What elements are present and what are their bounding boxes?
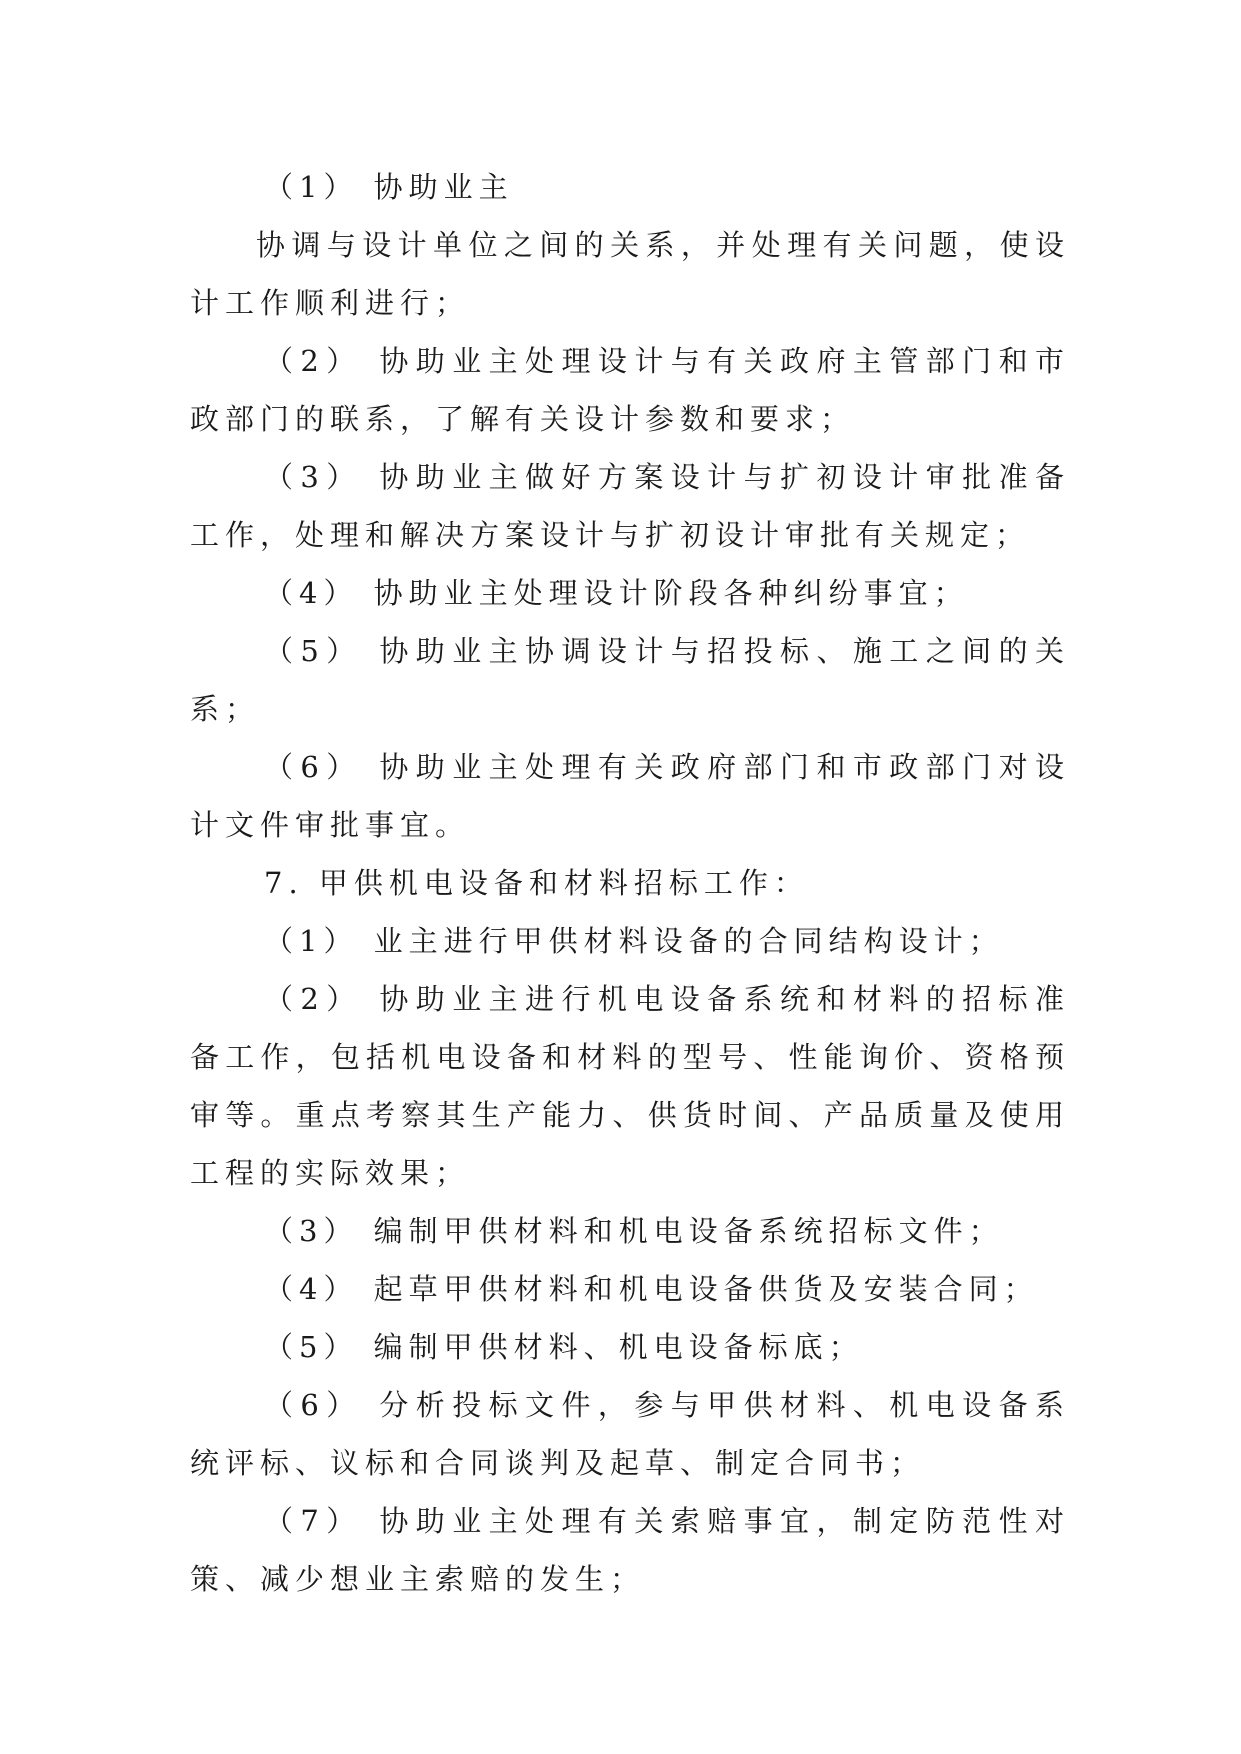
paragraph-4: （3） 协助业主做好方案设计与扩初设计审批准备工作，处理和解决方案设计与扩初设计审批有关规定； [190, 460, 1070, 552]
paragraph-11: （3） 编制甲供材料和机电设备系统招标文件； [264, 1214, 1004, 1248]
paragraph-7: （6） 协助业主处理有关政府部门和市政部门对设计文件审批事宜。 [190, 750, 1070, 842]
paragraph-10: （2） 协助业主进行机电设备系统和材料的招标准备工作，包括机电设备和材料的型号、性能询价、资格预审等。重点考察其生产能力、供货时间、产品质量及使用工程的实际效果； [190, 982, 1070, 1190]
paragraph-5: （4） 协助业主处理设计阶段各种纠纷事宜； [264, 576, 969, 610]
paragraph-2: 协调与设计单位之间的关系，并处理有关问题，使设计工作顺利进行； [190, 228, 1070, 320]
paragraph-1: （1） 协助业主 [264, 170, 514, 204]
section-heading: 7. 甲供机电设备和材料招标工作： [264, 866, 809, 900]
paragraph-14: （6） 分析投标文件，参与甲供材料、机电设备系统评标、议标和合同谈判及起草、制定合同书； [190, 1388, 1070, 1480]
paragraph-15: （7） 协助业主处理有关索赔事宜，制定防范性对策、减少想业主索赔的发生； [190, 1504, 1070, 1596]
paragraph-6: （5） 协助业主协调设计与招投标、施工之间的关系； [190, 634, 1070, 726]
paragraph-3: （2） 协助业主处理设计与有关政府主管部门和市政部门的联系，了解有关设计参数和要求； [190, 344, 1070, 436]
paragraph-12: （4） 起草甲供材料和机电设备供货及安装合同； [264, 1272, 1039, 1306]
paragraph-9: （1） 业主进行甲供材料设备的合同结构设计； [264, 924, 1004, 958]
document-body [190, 158, 1070, 1608]
paragraph-13: （5） 编制甲供材料、机电设备标底； [264, 1330, 864, 1364]
